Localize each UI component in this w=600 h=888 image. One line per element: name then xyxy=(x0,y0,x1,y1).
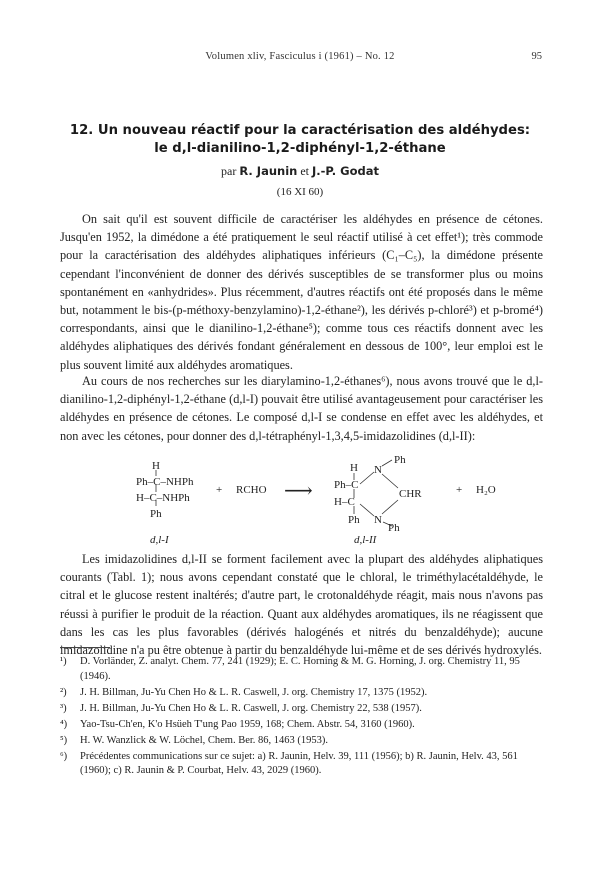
water: H₂O xyxy=(476,484,496,496)
received-date: (16 XI 60) xyxy=(276,186,324,198)
paragraph-1-text: On sait qu'il est souvent difficile de caractériser les aldéhydes en présence de cétones. Jusqu'en 1952, la dimédone a été pratiquement le seul réactif utilisé à cet effet¹); très commode pour la caractérisation des aldéhydes aliphatiques inférieurs (C₁–C₅), la dimédone présente cependant l'inconvénient de donner des dérivés susceptibles de se transformer plus ou moins spontanément en «anhydrides». Plus récemment, d'autres réactifs ont été proposés dans le même but, notamment le bis-(p-méthoxy-benzylamino)-1,2-éthane²), les dérivés p-chloré³) et p-bromé⁴) correspondants, ainsi que le dianilino-1,2-éthane⁵); comme tous ces réactifs donnent avec les aldéhydes aliphatiques des dérivés fondant généralement en dessous de 100°, leur emploi est le plus souvent limité aux aldéhydes aromatiques. xyxy=(60,212,543,372)
product-ph-top: Ph xyxy=(394,454,406,466)
paragraph-1 xyxy=(60,210,543,374)
author-2: J.-P. Godat xyxy=(312,164,379,178)
byline xyxy=(0,164,600,179)
footnote-mark: ⁴) xyxy=(60,718,68,730)
footnotes xyxy=(60,655,543,780)
byline-par: par xyxy=(221,164,237,178)
product-h-c: H–C xyxy=(334,496,355,508)
page-number: 95 xyxy=(531,51,542,62)
title-line-2: le d,l-dianilino-1,2-diphényl-1,2-éthane xyxy=(154,141,446,156)
reaction-bonds xyxy=(0,456,600,556)
product-n-top: N xyxy=(374,464,382,476)
footnote-mark: ¹) xyxy=(60,656,67,667)
product-h: H xyxy=(350,462,358,474)
byline-et: et xyxy=(300,164,310,178)
author-1: R. Jaunin xyxy=(239,164,298,178)
footnote-text: H. W. Wanzlick & W. Löchel, Chem. Ber. 86, 1463 (1953). xyxy=(80,734,329,746)
reagent-aldehyde: RCHO xyxy=(236,484,267,496)
plus-sign-1: + xyxy=(216,484,223,496)
footnote-text: Yao-Tsu-Ch'en, K'o Hsüeh T'ung Pao 1959, 168; Chem. Abstr. 54, 3160 (1960). xyxy=(80,718,415,730)
product-chr: CHR xyxy=(399,488,422,500)
product-ph-c: Ph–C xyxy=(334,479,359,491)
reactant-ph: Ph xyxy=(150,508,162,520)
paragraph-2 xyxy=(60,372,543,445)
footnote-5 xyxy=(60,734,543,749)
footnote-mark: ²) xyxy=(60,686,67,698)
paragraph-3-text: Les imidazolidines d,l-II se forment facilement avec la plupart des aldéhydes aliphatiques courants (Tabl. 1); nous avons cependant constaté que le chloral, le triméthylacétaldéhyde, le citral et le glucose restent inaltérés; d'autre part, le crotonaldéhyde réagit, mais nous n'avons pas réussi à purifier le produit de la réaction. Quant aux aldéhydes aromatiques, ils ne réagissent que dans les cas les plus favorables (dérivés halogénés et nitrés du benzaldéhyde); aucune imidazolidine n'a pu être obtenue à partir du benzaldéhyde lui-même et de ses dérivés hydroxylés. xyxy=(60,552,543,658)
footnote-text: Précédentes communications sur ce sujet: a) R. Jaunin, Helv. 39, 111 (1956); b) R. Jaunin, Helv. 43, 561 (1960); c) R. Jaunin & P. Courbat, Helv. 43, 2029 (1960). xyxy=(80,750,518,776)
footnote-1 xyxy=(60,655,543,684)
reactant-h: H xyxy=(152,460,160,472)
reaction-arrow: ⟶ xyxy=(284,480,313,502)
reactant-row-1: Ph–C–NHPh xyxy=(136,476,194,488)
product-ph-right: Ph xyxy=(388,522,400,534)
reactant-label: d,l-I xyxy=(150,534,169,546)
plus-sign-2: + xyxy=(456,484,463,496)
paragraph-2-text: Au cours de nos recherches sur les diarylamino-1,2-éthanes⁶), nous avons trouvé que le d,l-dianilino-1,2-diphényl-1,2-éthane (d,l-I) pouvait être utilisé avantageusement pour caractériser les aldéhydes en présence de cétones. Le composé d,l-I se condense en effet avec les aldéhydes, et non avec les cétones, pour donner des d,l-tétraphényl-1,3,4,5-imidazolidines (d,l-II): xyxy=(60,374,543,443)
footnote-text: J. H. Billman, Ju-Yu Chen Ho & L. R. Caswell, J. org. Chemistry 17, 1375 (1952). xyxy=(80,686,428,698)
article-title xyxy=(60,122,540,158)
footnote-mark: ⁶) xyxy=(60,750,68,762)
footnote-text: J. H. Billman, Ju-Yu Chen Ho & L. R. Caswell, J. org. Chemistry 22, 538 (1957). xyxy=(80,702,422,714)
product-label: d,l-II xyxy=(354,534,377,546)
footnote-4 xyxy=(60,718,543,733)
footnote-3 xyxy=(60,702,543,717)
footnote-text: D. Vorländer, Z. analyt. Chem. 77, 241 (1929); E. C. Horning & M. G. Horning, J. org. Chemistry 11, 95 (1946). xyxy=(80,656,520,682)
footnote-rule xyxy=(60,647,110,648)
product-n-bottom: N xyxy=(374,514,382,526)
paragraph-3 xyxy=(60,550,543,659)
reactant-row-2: H–C–NHPh xyxy=(136,492,190,504)
footnote-mark: ³) xyxy=(60,702,67,714)
footnote-2 xyxy=(60,686,543,701)
running-head: Volumen xliv, Fasciculus i (1961) – No. 12 xyxy=(205,51,395,62)
reaction-scheme xyxy=(0,456,600,556)
product-ph-bottom: Ph xyxy=(348,514,360,526)
title-line-1: 12. Un nouveau réactif pour la caractérisation des aldéhydes: xyxy=(69,123,531,138)
footnote-6 xyxy=(60,750,543,779)
footnote-mark: ⁵) xyxy=(60,734,68,746)
